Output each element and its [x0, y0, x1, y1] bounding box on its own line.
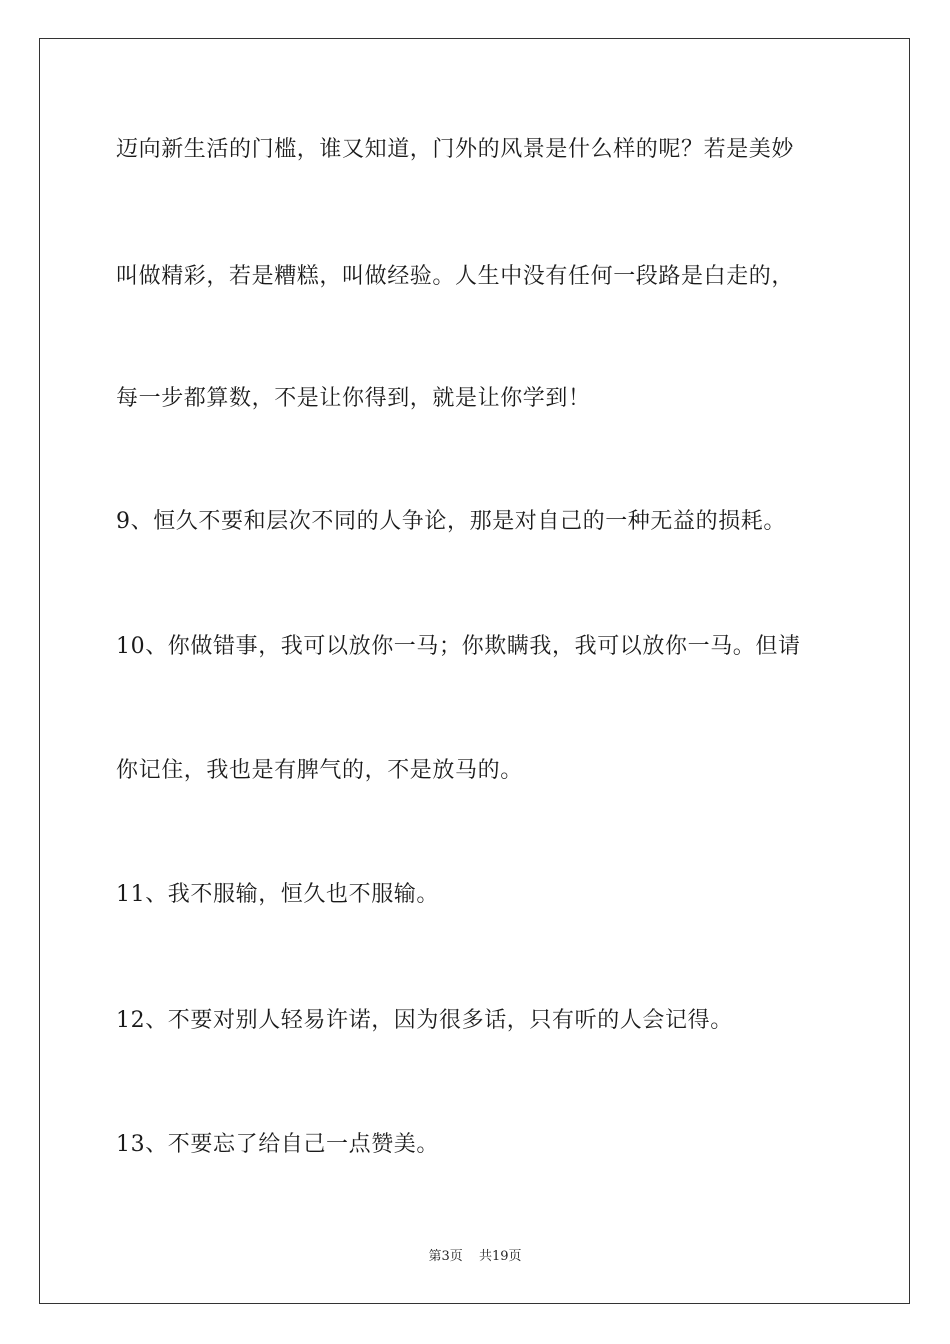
body-text-line: 你记住，我也是有脾气的，不是放马的。	[116, 758, 523, 783]
total-pages: 共19页	[478, 1249, 522, 1264]
page-footer	[0, 1248, 950, 1266]
body-text-line: 迈向新生活的门槛，谁又知道，门外的风景是什么样的呢？若是美妙	[116, 137, 795, 162]
body-text-line: 12、不要对别人轻易许诺，因为很多话，只有听的人会记得。	[116, 1008, 733, 1033]
page-number: 第3页	[428, 1249, 463, 1264]
body-text-line: 10、你做错事，我可以放你一马；你欺瞒我，我可以放你一马。但请	[116, 634, 801, 659]
body-text-line: 每一步都算数，不是让你得到，就是让你学到！	[116, 386, 591, 411]
body-text-line: 9、恒久不要和层次不同的人争论，那是对自己的一种无益的损耗。	[116, 509, 786, 534]
body-text-line: 13、不要忘了给自己一点赞美。	[116, 1132, 439, 1157]
page-frame	[39, 38, 910, 1304]
body-text-line: 叫做精彩，若是糟糕，叫做经验。人生中没有任何一段路是白走的，	[116, 264, 795, 289]
body-text-line: 11、我不服输，恒久也不服输。	[116, 882, 439, 907]
